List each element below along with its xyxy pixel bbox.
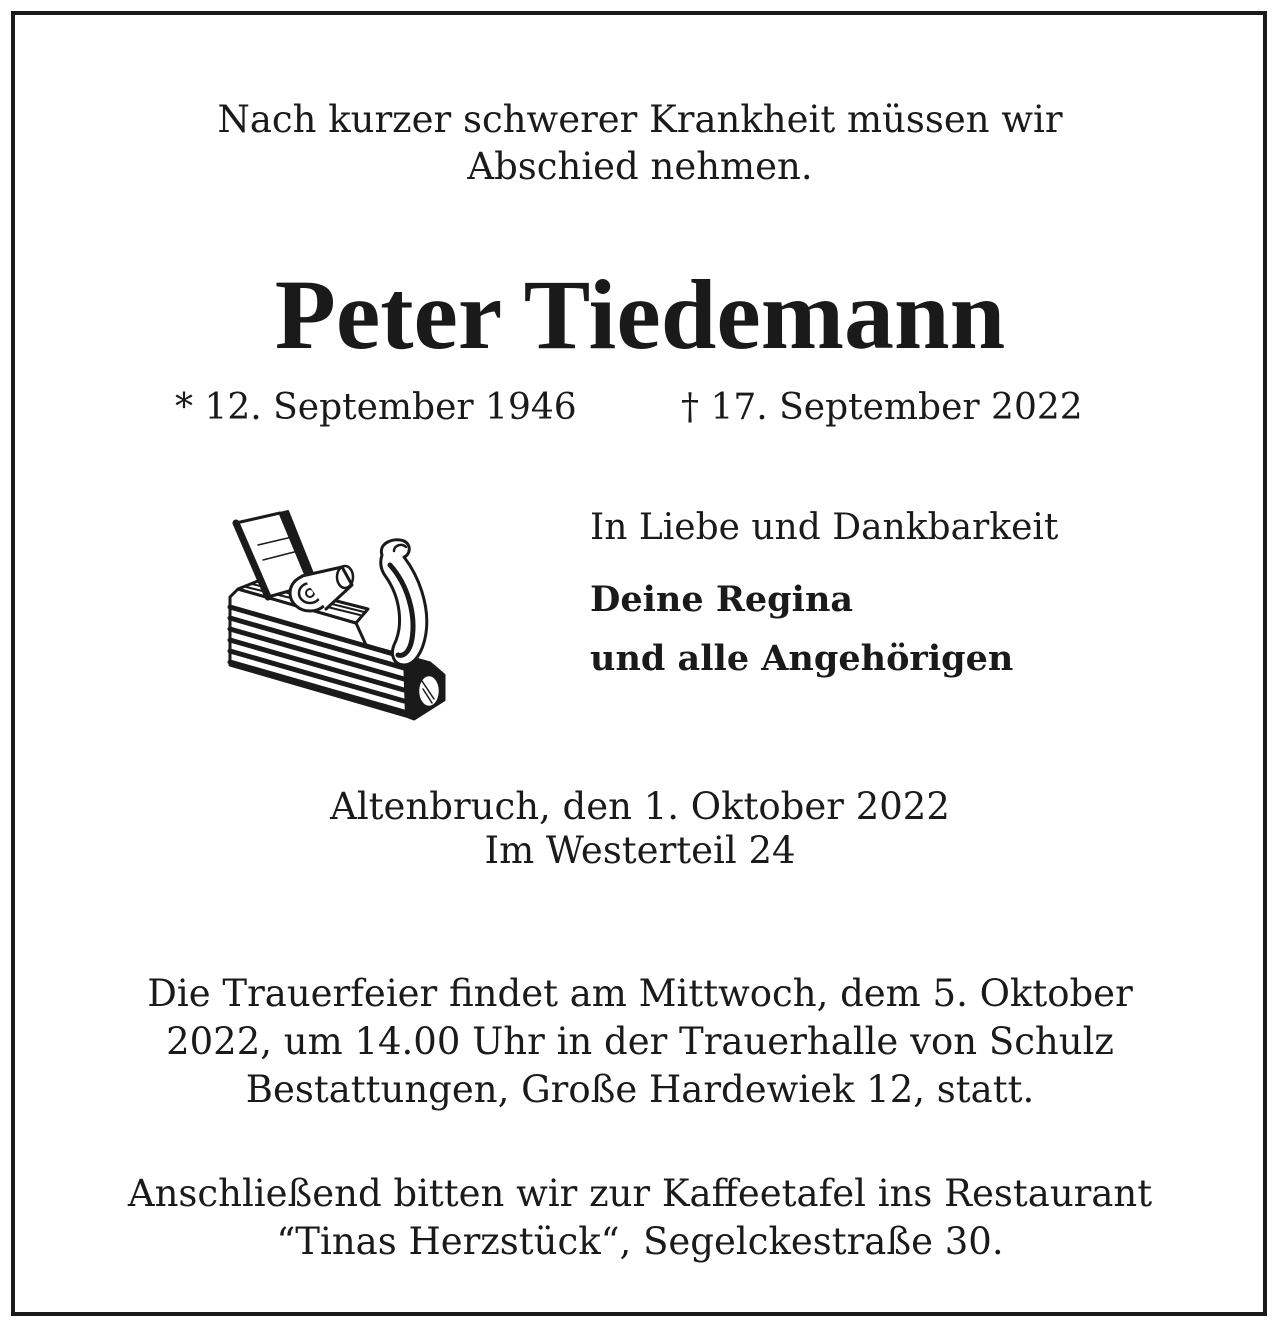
birth-date: * 12. September 1946	[175, 387, 577, 428]
reception-line-2: “Tinas Herzstück“, Segelckestraße 30.	[276, 1220, 1004, 1263]
deceased-name: Peter Tiedemann	[274, 259, 1006, 370]
service-line-1: Die Trauerfeier findet am Mittwoch, dem 5. Oktober	[147, 972, 1133, 1015]
signer-primary: Deine Regina	[590, 579, 854, 620]
signer-secondary: und alle Angehörigen	[590, 638, 1014, 679]
funeral-service-info	[0, 970, 1280, 1114]
reception-info	[0, 1170, 1280, 1266]
intro-text	[0, 96, 1280, 190]
reception-line-1: Anschließend bitten wir zur Kaffeetafel ins Restaurant	[127, 1172, 1153, 1215]
place-and-date	[0, 785, 1280, 873]
intro-line-1: Nach kurzer schwerer Krankheit müssen wir	[217, 98, 1063, 141]
service-line-3: Bestattungen, Große Hardewiek 12, statt.	[245, 1068, 1035, 1111]
wood-plane-icon	[218, 505, 450, 730]
death-date: † 17. September 2022	[681, 387, 1083, 428]
service-line-2: 2022, um 14.00 Uhr in der Trauerhalle von Schulz	[166, 1020, 1114, 1063]
address-line: Im Westerteil 24	[484, 829, 796, 872]
greeting-text: In Liebe und Dankbarkeit	[590, 507, 1059, 548]
intro-line-2: Abschied nehmen.	[467, 145, 813, 188]
place-date-line: Altenbruch, den 1. Oktober 2022	[330, 785, 950, 828]
